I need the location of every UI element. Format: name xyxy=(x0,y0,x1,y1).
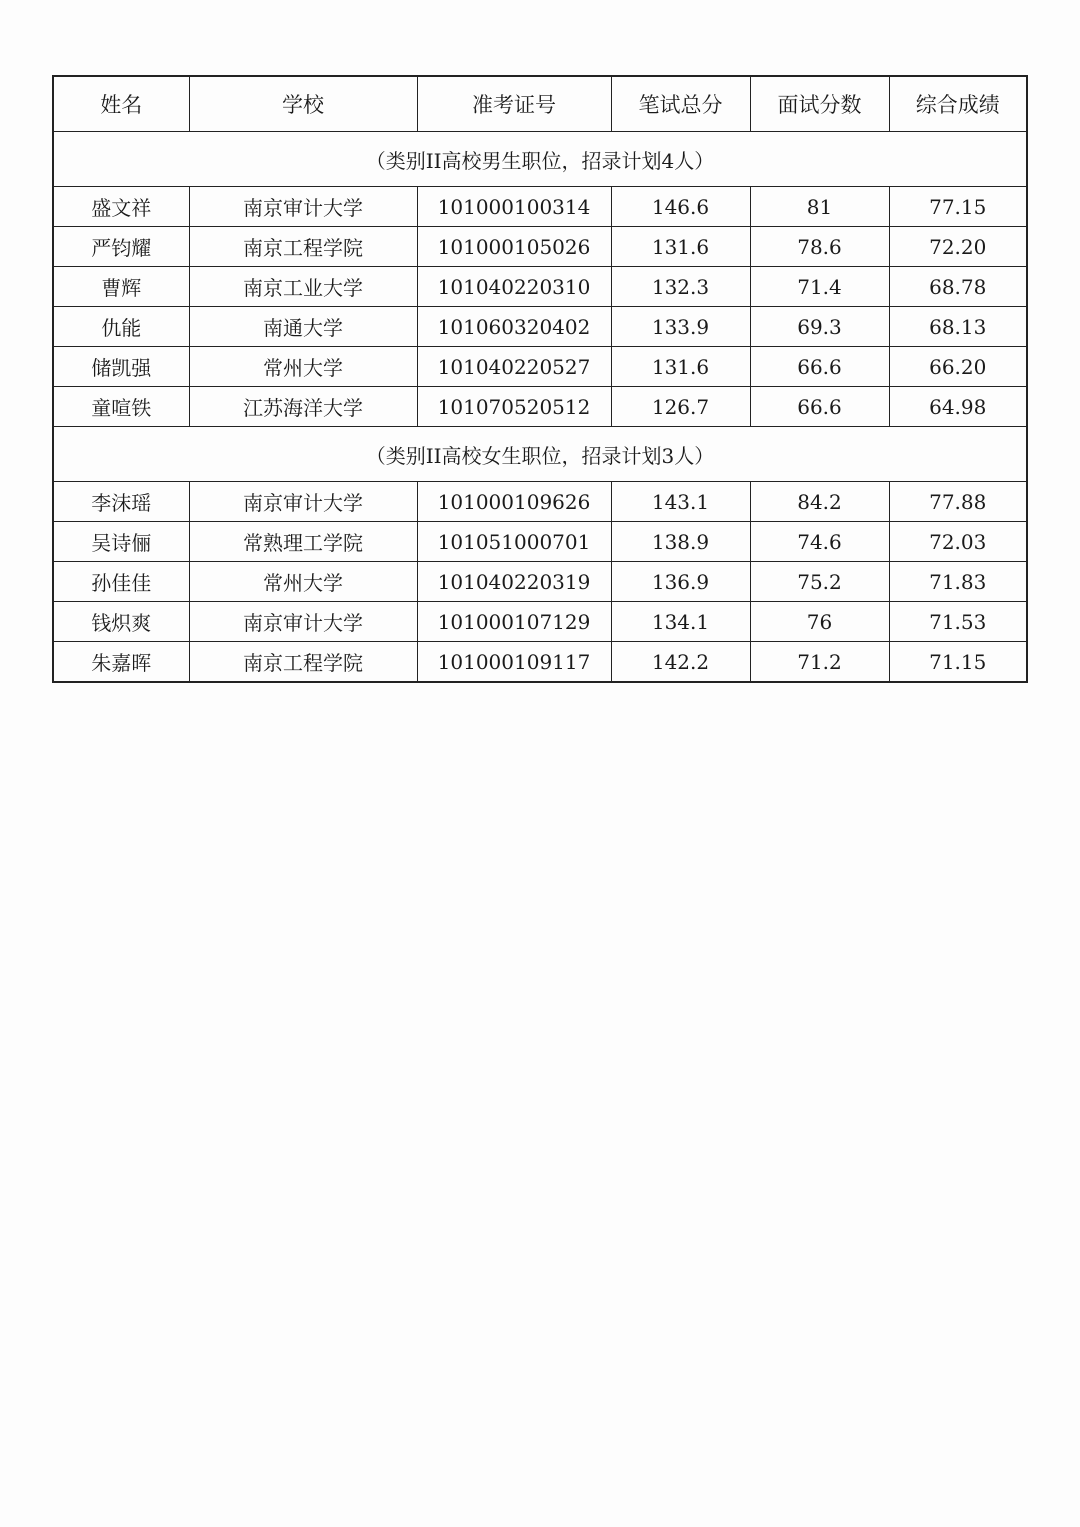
cell-exam-id: 101070520512 xyxy=(417,387,611,427)
cell-name: 李沫瑶 xyxy=(53,482,189,522)
cell-interview-score: 71.2 xyxy=(750,642,889,683)
cell-school: 南京审计大学 xyxy=(189,482,417,522)
cell-total-score: 71.15 xyxy=(889,642,1027,683)
table-row xyxy=(53,522,1027,562)
cell-school: 常州大学 xyxy=(189,347,417,387)
cell-exam-id: 101000105026 xyxy=(417,227,611,267)
table-row xyxy=(53,387,1027,427)
table-row xyxy=(53,307,1027,347)
cell-written-score: 138.9 xyxy=(611,522,750,562)
cell-school: 南通大学 xyxy=(189,307,417,347)
cell-school: 常州大学 xyxy=(189,562,417,602)
cell-exam-id: 101040220310 xyxy=(417,267,611,307)
table-body xyxy=(53,132,1027,683)
cell-written-score: 142.2 xyxy=(611,642,750,683)
section-title: （类别II高校女生职位，招录计划3人） xyxy=(53,427,1027,482)
cell-interview-score: 71.4 xyxy=(750,267,889,307)
cell-total-score: 66.20 xyxy=(889,347,1027,387)
table-row xyxy=(53,482,1027,522)
cell-interview-score: 74.6 xyxy=(750,522,889,562)
table-row xyxy=(53,602,1027,642)
cell-total-score: 68.78 xyxy=(889,267,1027,307)
cell-name: 严钧耀 xyxy=(53,227,189,267)
cell-interview-score: 81 xyxy=(750,187,889,227)
cell-name: 朱嘉晖 xyxy=(53,642,189,683)
cell-exam-id: 101051000701 xyxy=(417,522,611,562)
cell-written-score: 132.3 xyxy=(611,267,750,307)
cell-written-score: 146.6 xyxy=(611,187,750,227)
cell-name: 钱炽爽 xyxy=(53,602,189,642)
header-interview-score: 面试分数 xyxy=(750,76,889,132)
cell-interview-score: 76 xyxy=(750,602,889,642)
cell-written-score: 131.6 xyxy=(611,347,750,387)
cell-name: 曹辉 xyxy=(53,267,189,307)
table-row xyxy=(53,347,1027,387)
cell-total-score: 77.15 xyxy=(889,187,1027,227)
table-row xyxy=(53,227,1027,267)
cell-interview-score: 84.2 xyxy=(750,482,889,522)
cell-total-score: 72.20 xyxy=(889,227,1027,267)
cell-interview-score: 66.6 xyxy=(750,347,889,387)
header-written-score: 笔试总分 xyxy=(611,76,750,132)
cell-school: 常熟理工学院 xyxy=(189,522,417,562)
section-header-row xyxy=(53,427,1027,482)
table-row xyxy=(53,642,1027,683)
cell-written-score: 136.9 xyxy=(611,562,750,602)
cell-written-score: 143.1 xyxy=(611,482,750,522)
table-header-row xyxy=(53,76,1027,132)
table-row xyxy=(53,267,1027,307)
cell-exam-id: 101060320402 xyxy=(417,307,611,347)
cell-written-score: 134.1 xyxy=(611,602,750,642)
cell-school: 南京工业大学 xyxy=(189,267,417,307)
cell-written-score: 126.7 xyxy=(611,387,750,427)
table-row xyxy=(53,562,1027,602)
cell-total-score: 77.88 xyxy=(889,482,1027,522)
cell-exam-id: 101040220527 xyxy=(417,347,611,387)
cell-school: 南京工程学院 xyxy=(189,642,417,683)
section-header-row xyxy=(53,132,1027,187)
cell-exam-id: 101000107129 xyxy=(417,602,611,642)
cell-exam-id: 101000109117 xyxy=(417,642,611,683)
header-exam-id: 准考证号 xyxy=(417,76,611,132)
cell-name: 储凯强 xyxy=(53,347,189,387)
cell-name: 吴诗俪 xyxy=(53,522,189,562)
cell-interview-score: 75.2 xyxy=(750,562,889,602)
cell-exam-id: 101000100314 xyxy=(417,187,611,227)
cell-name: 仇能 xyxy=(53,307,189,347)
cell-interview-score: 78.6 xyxy=(750,227,889,267)
cell-school: 南京工程学院 xyxy=(189,227,417,267)
cell-school: 南京审计大学 xyxy=(189,187,417,227)
header-school: 学校 xyxy=(189,76,417,132)
cell-school: 南京审计大学 xyxy=(189,602,417,642)
cell-name: 盛文祥 xyxy=(53,187,189,227)
section-title: （类别II高校男生职位，招录计划4人） xyxy=(53,132,1027,187)
cell-total-score: 71.53 xyxy=(889,602,1027,642)
cell-total-score: 71.83 xyxy=(889,562,1027,602)
header-name: 姓名 xyxy=(53,76,189,132)
cell-written-score: 131.6 xyxy=(611,227,750,267)
cell-name: 童喧铁 xyxy=(53,387,189,427)
cell-name: 孙佳佳 xyxy=(53,562,189,602)
cell-written-score: 133.9 xyxy=(611,307,750,347)
cell-school: 江苏海洋大学 xyxy=(189,387,417,427)
cell-exam-id: 101000109626 xyxy=(417,482,611,522)
score-table xyxy=(52,75,1028,683)
cell-total-score: 68.13 xyxy=(889,307,1027,347)
table-row xyxy=(53,187,1027,227)
cell-total-score: 64.98 xyxy=(889,387,1027,427)
header-total-score: 综合成绩 xyxy=(889,76,1027,132)
cell-exam-id: 101040220319 xyxy=(417,562,611,602)
cell-interview-score: 69.3 xyxy=(750,307,889,347)
cell-total-score: 72.03 xyxy=(889,522,1027,562)
cell-interview-score: 66.6 xyxy=(750,387,889,427)
